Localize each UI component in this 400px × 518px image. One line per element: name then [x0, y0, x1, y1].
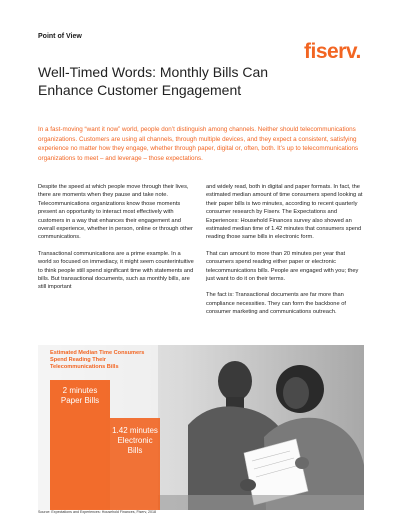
bar-label: Electronic: [117, 436, 153, 445]
fiserv-logo: fiserv.: [304, 40, 361, 63]
bar-label: 1.42 minutes: [112, 426, 158, 435]
body-paragraph: That can amount to more than 20 minutes per year that consumers spend reading either paper or electronic telecommunications bills. People are engaged with you; they just want to do it on their terms.: [206, 250, 359, 283]
section-label: Point of View: [38, 33, 82, 40]
body-paragraph: Despite the speed at which people move through their lives, there are moments when they pause and take note. Telecommunications organizations know those moments present an opportunity to interact most effectively with customers in a way that enhances their engagement and overall experience, whether in person, online or through other communications.: [38, 184, 193, 241]
bar-label: Bills: [127, 446, 143, 455]
bar-label: Paper Bills: [60, 396, 100, 405]
body-column-right: [206, 183, 363, 325]
chart-title: Estimated Median Time Consumers Spend Reading Their Telecommunications Bills: [50, 350, 145, 371]
intro-paragraph: In a fast-moving “want it now” world, people don’t distinguish among channels. Neither should telecommunications organizations. Customers are using all channels, through multiple devices, and they expect a consistent, satisfying experience no matter how they engage, whether through paper, digital or, often, both. It’s up to telecommunications organizations to meet – and leverage – those expectations.: [38, 126, 359, 163]
body-paragraph: The fact is: Transactional documents are far more than compliance necessities. They can form the backbone of consumer marketing and communications outreach.: [206, 292, 346, 316]
body-column-left: [38, 183, 195, 300]
bar-paper-bills: [50, 380, 110, 510]
source-note: Source: Expectations and Experiences: Household Finances, Fiserv, 2018: [38, 510, 156, 514]
body-paragraph: and widely read, both in digital and paper formats. In fact, the estimated median amount of time consumers spend looking at their paper bills is two minutes, according to recent quarterly consumer research by Fiserv. The Expectations and Experiences: Household Finances survey also showed an estimated median time of 1.42 minutes that consumers spend reading those same bills in electronic form.: [206, 184, 363, 241]
body-paragraph: Transactional communications are a prime example. In a world so focused on immediacy, it might seem counterintuitive to think people still spend significant time with statements and bills. But transactional documents, such as monthly bills, are still important: [38, 250, 194, 291]
bar-electronic-bills: [110, 418, 160, 510]
document-title: Well-Timed Words: Monthly Bills Can Enhance Customer Engagement: [38, 64, 269, 98]
bar-label: 2 minutes: [62, 386, 98, 395]
infographic-photo: [38, 345, 364, 510]
